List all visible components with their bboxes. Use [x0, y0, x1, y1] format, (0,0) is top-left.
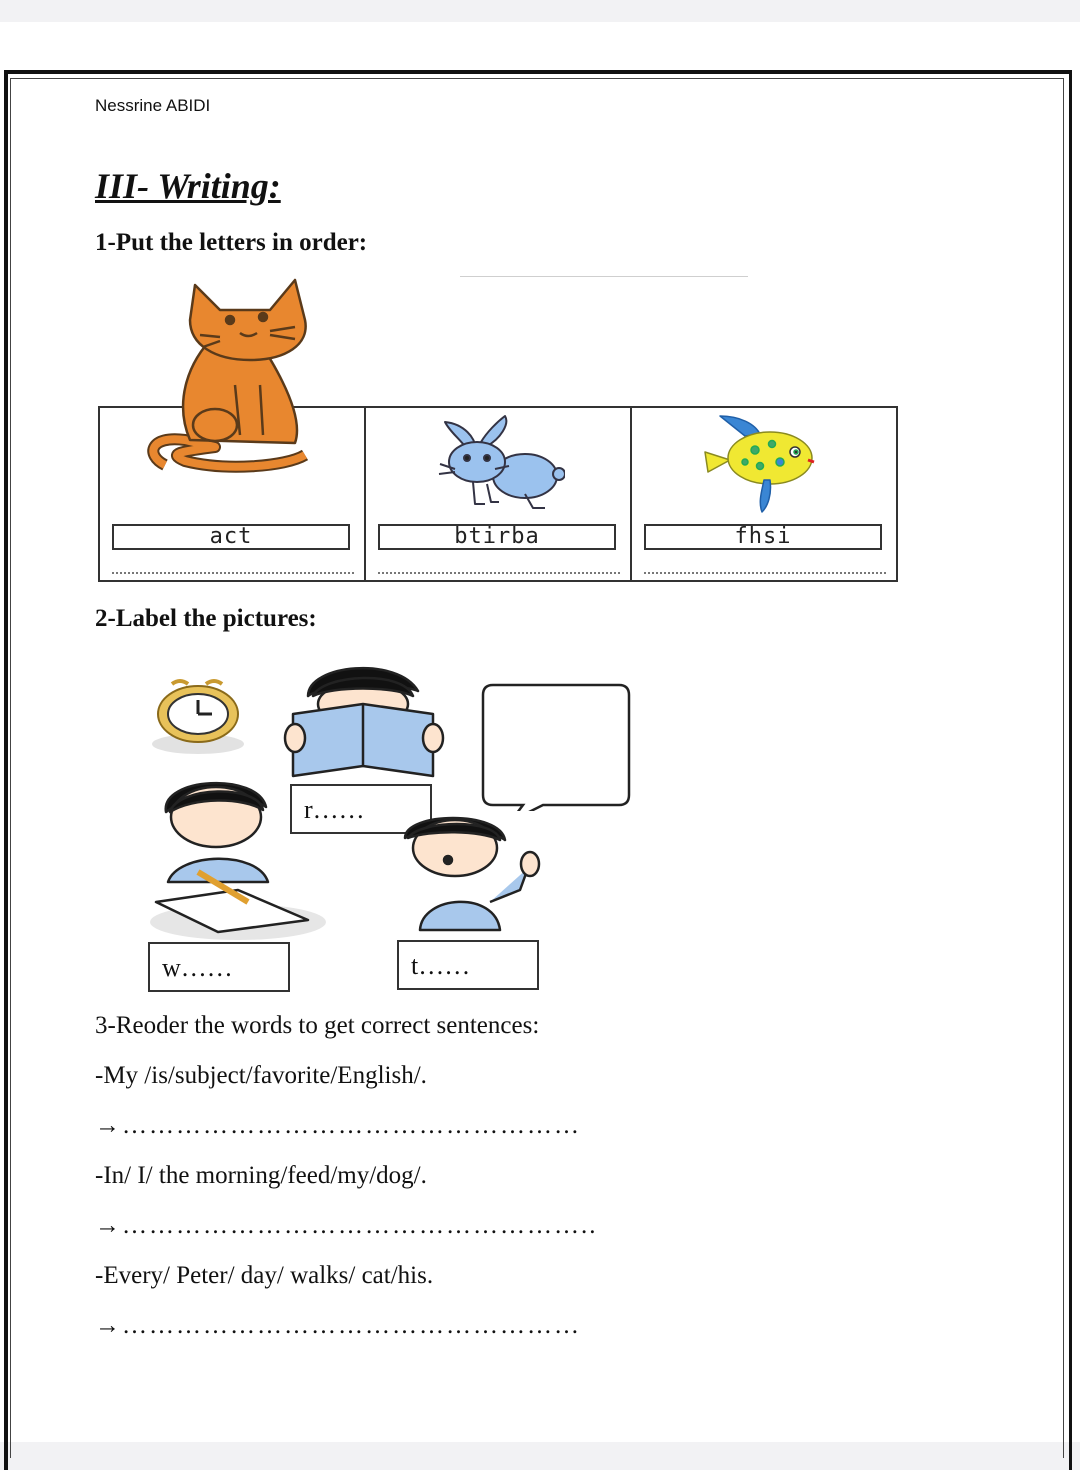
alarm-clock-icon [148, 676, 248, 756]
answer-line-rabbit[interactable] [378, 572, 620, 574]
exercise2-title: 2-Label the pictures: [95, 605, 317, 632]
sentence-2-answer[interactable]: →…………………………………………….. [95, 1212, 598, 1239]
speech-bubble [481, 683, 631, 811]
exercise1-title: 1-Put the letters in order: [95, 229, 368, 256]
sentence-3-prompt: -Every/ Peter/ day/ walks/ cat/his. [95, 1262, 434, 1289]
scrambled-word-rabbit: btirba [378, 524, 616, 550]
top-white-band [0, 22, 1080, 70]
label-read[interactable]: r…… [290, 784, 432, 834]
section-title: III- Writing: [95, 166, 281, 206]
top-margin [0, 0, 1080, 22]
scrambled-word-cat: act [112, 524, 350, 550]
label-talk[interactable]: t…… [397, 940, 539, 990]
talking-boy-icon [400, 810, 550, 940]
sentence-3-answer[interactable]: →…………………………………………… [95, 1312, 581, 1339]
rabbit-icon [425, 414, 565, 514]
answer-line-fish[interactable] [644, 572, 886, 574]
sentence-1-prompt: -My /is/subject/favorite/English/. [95, 1062, 427, 1089]
label-write[interactable]: w…… [148, 942, 290, 992]
answer-line-cat[interactable] [112, 572, 354, 574]
exercise3-title: 3-Reoder the words to get correct sentences: [95, 1012, 540, 1039]
scrambled-word-fish: fhsi [644, 524, 882, 550]
fish-icon [700, 414, 820, 514]
sentence-2-prompt: -In/ I/ the morning/feed/my/dog/. [95, 1162, 427, 1189]
writing-boy-icon [148, 772, 328, 942]
faint-rule [460, 276, 748, 277]
sentence-1-answer[interactable]: →…………………………………………… [95, 1112, 581, 1139]
cat-icon [145, 275, 315, 475]
reading-boy-icon [283, 656, 453, 781]
author-name: Nessrine ABIDI [95, 96, 211, 115]
